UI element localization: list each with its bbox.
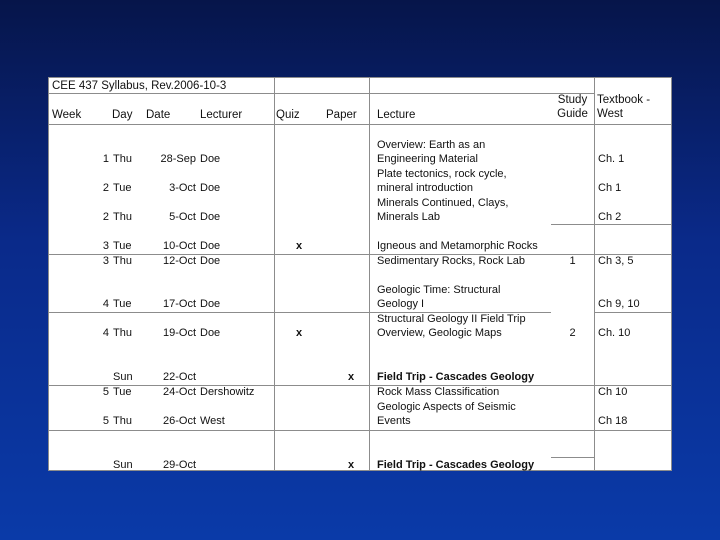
col-header-textbook-line2: West	[597, 108, 623, 120]
col-header-date: Date	[146, 109, 171, 121]
cell-lecture: Engineering Material	[377, 153, 478, 165]
cell-day: Tue	[113, 182, 132, 194]
grid-line-header	[49, 124, 672, 125]
cell-lecture: Geologic Time: Structural	[377, 283, 501, 296]
cell-date: 29-Oct	[162, 459, 196, 471]
cell-date: 17-Oct	[162, 298, 196, 310]
grid-line-row-9	[49, 430, 672, 431]
col-header-quiz: Quiz	[276, 109, 300, 121]
cell-lecture: mineral introduction	[377, 182, 473, 194]
cell-date: 26-Oct	[162, 415, 196, 427]
cell-quiz: x	[295, 327, 303, 339]
cell-day: Thu	[113, 255, 132, 267]
grid-line-title	[49, 93, 594, 94]
cell-lecture: Geologic Aspects of Seismic	[377, 400, 516, 413]
cell-lecturer: Doe	[200, 153, 221, 165]
cell-lecture: Rock Mass Classification	[377, 386, 500, 398]
grid-line-v-lecturer-quiz	[274, 78, 275, 471]
grid-line-tb-5	[594, 312, 672, 313]
cell-quiz: x	[295, 240, 303, 252]
cell-day: Thu	[113, 211, 132, 223]
grid-line-sg-bottom	[551, 457, 594, 458]
cell-lecture: Structural Geology II Field Trip	[377, 312, 526, 325]
col-header-lecturer: Lecturer	[200, 109, 243, 121]
cell-date: 19-Oct	[162, 327, 196, 339]
cell-date: 28-Sep	[160, 153, 196, 165]
cell-week: 4	[102, 298, 109, 310]
cell-week: 2	[102, 182, 109, 194]
cell-date: 3-Oct	[169, 182, 196, 194]
col-header-textbook-line1: Textbook -	[597, 94, 651, 106]
cell-textbook: Ch 2	[598, 211, 622, 223]
cell-week: 2	[102, 211, 109, 223]
col-header-day: Day	[112, 109, 133, 121]
cell-week: 4	[102, 327, 109, 339]
col-header-study-guide	[551, 93, 594, 121]
cell-textbook: Ch 10	[598, 386, 628, 398]
cell-date: 12-Oct	[162, 255, 196, 267]
cell-week: 5	[102, 386, 109, 398]
cell-study-guide: 1	[569, 255, 576, 267]
cell-lecturer: West	[200, 415, 225, 427]
cell-lecture: Sedimentary Rocks, Rock Lab	[377, 255, 525, 267]
cell-lecture: Geology I	[377, 298, 425, 310]
grid-line-tb-1	[594, 224, 672, 225]
cell-date: 5-Oct	[169, 211, 196, 223]
cell-paper: x	[347, 371, 355, 383]
cell-lecture: Plate tectonics, rock cycle,	[377, 167, 507, 180]
grid-line-sg-1	[551, 224, 594, 225]
cell-date: 10-Oct	[162, 240, 196, 252]
cell-day: Thu	[113, 327, 132, 339]
cell-date: 22-Oct	[162, 371, 196, 383]
cell-lecture: Igneous and Metamorphic Rocks	[377, 240, 538, 252]
cell-textbook: Ch 3, 5	[598, 255, 634, 267]
col-header-paper: Paper	[326, 109, 357, 121]
cell-textbook: Ch 1	[598, 182, 622, 194]
cell-lecturer: Doe	[200, 255, 221, 267]
cell-day: Thu	[113, 153, 132, 165]
cell-week: 5	[102, 415, 109, 427]
cell-lecture: Field Trip - Cascades Geology	[377, 371, 535, 383]
cell-lecture: Field Trip - Cascades Geology	[377, 459, 535, 471]
syllabus-sheet	[48, 77, 672, 471]
cell-week: 3	[102, 255, 109, 267]
cell-lecturer: Doe	[200, 211, 221, 223]
col-header-week: Week	[52, 109, 82, 121]
cell-study-guide: 2	[569, 327, 576, 339]
cell-lecture: Overview: Earth as an	[377, 138, 486, 151]
col-header-study-guide-line1: Study	[557, 94, 588, 106]
cell-paper: x	[347, 459, 355, 471]
cell-lecture: Events	[377, 415, 411, 427]
cell-day: Thu	[113, 415, 132, 427]
cell-week: 3	[102, 240, 109, 252]
cell-lecture: Minerals Lab	[377, 211, 440, 223]
cell-lecture: Overview, Geologic Maps	[377, 327, 502, 339]
cell-textbook: Ch. 1	[598, 153, 625, 165]
cell-lecture: Minerals Continued, Clays,	[377, 196, 509, 209]
cell-day: Tue	[113, 386, 132, 398]
cell-textbook: Ch. 10	[598, 327, 631, 339]
page-title: CEE 437 Syllabus, Rev.2006-10-3	[52, 80, 227, 92]
col-header-textbook	[597, 93, 650, 121]
grid-line-v-guide-textbook	[594, 78, 595, 471]
cell-lecturer: Doe	[200, 298, 221, 310]
cell-day: Sun	[113, 459, 133, 471]
cell-date: 24-Oct	[162, 386, 196, 398]
cell-day: Sun	[113, 371, 133, 383]
col-header-study-guide-line2: Guide	[557, 108, 588, 120]
cell-lecturer: Doe	[200, 182, 221, 194]
cell-lecturer: Doe	[200, 327, 221, 339]
cell-day: Tue	[113, 240, 132, 252]
cell-lecturer: Dershowitz	[200, 386, 255, 398]
grid-line-v-paper-lecture	[369, 78, 370, 471]
cell-week: 1	[102, 153, 109, 165]
cell-lecturer: Doe	[200, 240, 221, 252]
cell-day: Tue	[113, 298, 132, 310]
col-header-lecture: Lecture	[377, 109, 416, 121]
cell-textbook: Ch 18	[598, 415, 628, 427]
cell-textbook: Ch 9, 10	[598, 298, 640, 310]
